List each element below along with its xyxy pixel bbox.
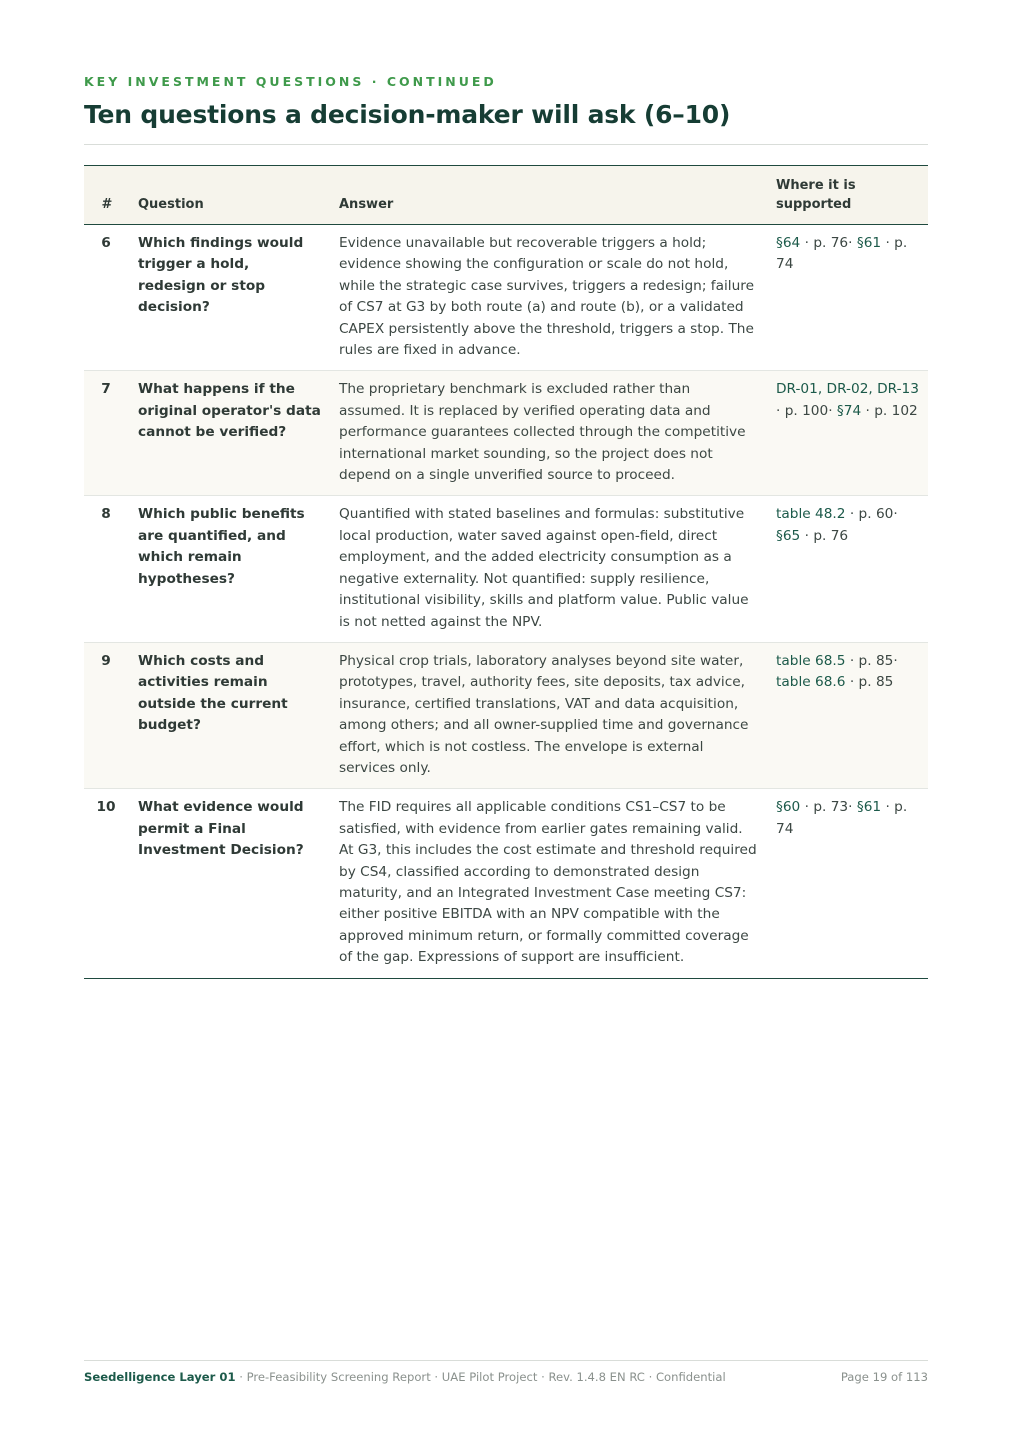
row-number: 10 — [96, 799, 116, 816]
page-footer — [84, 1370, 928, 1384]
table-row — [84, 789, 928, 978]
reference-link[interactable]: §65 — [776, 527, 801, 544]
row-number: 8 — [101, 506, 111, 523]
column-header-answer: Answer — [329, 166, 766, 225]
reference-page: · p. 76 — [800, 235, 849, 251]
reference-page: · p. 74 — [776, 799, 908, 837]
reference-page: · p. 60 — [845, 506, 894, 523]
reference-page: · p. 85 — [845, 652, 894, 669]
row-number: 9 — [84, 642, 128, 788]
section-eyebrow: KEY INVESTMENT QUESTIONS · CONTINUED — [84, 74, 497, 89]
row-question: What happens if the original operator's data cannot be verified? — [128, 371, 329, 496]
reference-separator: · — [893, 652, 898, 669]
reference-page: · p. 74 — [776, 235, 908, 273]
column-header-number: # — [84, 166, 128, 225]
reference-page: · p. 76 — [800, 527, 849, 544]
reference-link[interactable]: §61 — [856, 799, 882, 816]
reference-page: · p. 73 — [800, 799, 849, 816]
footer-brand: Seedelligence Layer 01 — [84, 1370, 236, 1384]
row-references — [766, 371, 928, 496]
reference-separator: · — [828, 402, 837, 419]
row-number: 7 — [84, 371, 128, 496]
reference-separator: · — [848, 235, 857, 251]
reference-separator: · — [893, 506, 898, 523]
reference-link[interactable]: table 48.2 — [776, 506, 846, 523]
row-answer: Physical crop trials, laboratory analyses beyond site water, prototypes, travel, authority fees, site deposits, tax advice, insurance, certified translations, VAT and data acquisition, among others; and all owner-supplied time and governance effort, which is not costless. The envelope is external services only. — [329, 642, 766, 788]
reference-page: · p. 100 — [776, 402, 829, 419]
reference-link[interactable]: table 68.5 — [776, 652, 846, 669]
row-references — [766, 225, 928, 371]
row-answer: Quantified with stated baselines and formulas: substitutive local production, water saved against open-field, direct employment, and the added electricity consumption as a negative externality. Not quantified: supply resilience, institutional visibility, skills and platform value. Public value is not netted against the NPV. — [339, 506, 749, 630]
footer-divider — [84, 1360, 928, 1361]
page-title: Ten questions a decision-maker will ask (6–10) — [84, 100, 731, 129]
row-references — [766, 789, 928, 978]
reference-link[interactable]: §61 — [856, 235, 882, 251]
row-question: What evidence would permit a Final Investment Decision? — [138, 799, 304, 859]
row-references — [766, 642, 928, 788]
reference-separator: · — [848, 799, 857, 816]
table-header-row — [84, 166, 928, 225]
row-answer: The proprietary benchmark is excluded rather than assumed. It is replaced by verified operating data and performance guarantees collected through the competitive international market sounding, so the project does not depend on a single unverified source to proceed. — [329, 371, 766, 496]
row-number: 6 — [101, 235, 111, 251]
reference-link[interactable]: DR-01, DR-02, DR-13 — [776, 381, 919, 398]
column-header-question: Question — [128, 166, 329, 225]
row-answer: Evidence unavailable but recoverable triggers a hold; evidence showing the configuration or scale do not hold, while the strategic case survives, triggers a redesign; failure of CS7 at G3 by both route (a) and route (b), or a validated CAPEX persistently above the threshold, triggers a stop. The rules are fixed in advance. — [339, 235, 755, 359]
row-question: Which costs and activities remain outside the current budget? — [128, 642, 329, 788]
footer-details: · Pre-Feasibility Screening Report · UAE Pilot Project · Rev. 1.4.8 EN RC · Confidential — [235, 1370, 726, 1384]
table-row — [84, 371, 928, 496]
table-body — [84, 225, 928, 979]
column-header-references: Where it is supported — [766, 166, 928, 225]
questions-table — [84, 165, 928, 979]
row-question: Which public benefits are quantified, and which remain hypotheses? — [138, 506, 305, 587]
title-divider — [84, 144, 928, 145]
reference-page: · p. 85 — [845, 674, 894, 691]
footer-page-number: Page 19 of 113 — [840, 1370, 928, 1384]
table-row — [84, 642, 928, 788]
reference-link[interactable]: §64 — [776, 235, 801, 251]
row-question: Which findings would trigger a hold, redesign or stop decision? — [138, 235, 304, 316]
reference-link[interactable]: §74 — [836, 402, 862, 419]
footer-doc-info — [84, 1370, 726, 1384]
row-references — [766, 496, 928, 642]
reference-link[interactable]: §60 — [776, 799, 801, 816]
row-answer: The FID requires all applicable conditions CS1–CS7 to be satisfied, with evidence from earlier gates remaining valid. At G3, this includes the cost estimate and threshold required by CS4, classified according to demonstrated design maturity, and an Integrated Investment Case meeting CS7: either positive EBITDA with an NPV compatible with the approved minimum return, or formally committed coverage of the gap. Expressions of support are insufficient. — [339, 799, 757, 966]
reference-link[interactable]: table 68.6 — [776, 674, 846, 691]
table-row — [84, 225, 928, 371]
reference-page: · p. 102 — [861, 402, 918, 419]
table-row — [84, 496, 928, 642]
